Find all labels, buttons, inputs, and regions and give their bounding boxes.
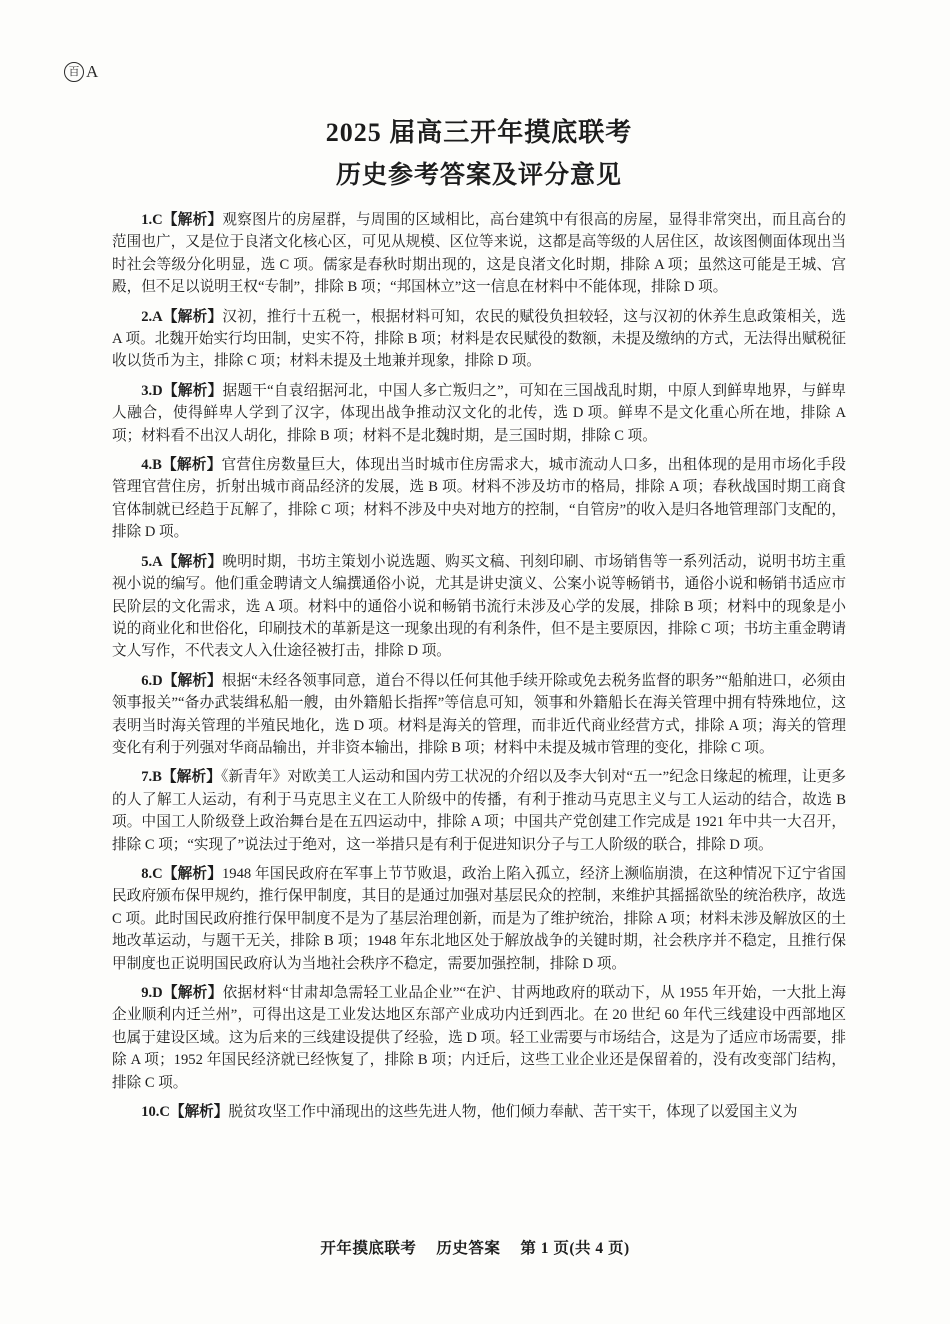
answer-text-10: 脱贫攻坚工作中涌现出的这些先进人物，他们倾力奉献、苦干实干，体现了以爱国主义为 <box>228 1104 798 1121</box>
footer-subject: 历史答案 <box>436 1240 501 1257</box>
footer-page-number: 第 1 页(共 4 页) <box>520 1240 630 1257</box>
answer-text-9: 依据材料“甘肃却急需轻工业品企业”“在沪、甘两地政府的联动下，从 1955 年开始，一大批上海企业顺利内迁兰州”，可得出这是工业发达地区东部产业成功内迁到西北。在 20 世纪 60 年代三线建设中西部地区也属于建设区域。这为后来的三线建设提供了经验，选 D 项。轻工业需要与市场结合，这是为了适应市场需要，排除 A 项；1952 年国民经济就已经恢复了，排除 B 项；内迁后，这些工业企业还是保留着的，没有改变部门结构，排除 C 项。 <box>112 985 846 1091</box>
answer-lead-9: 9.D【解析】 <box>141 985 223 1001</box>
answer-lead-10: 10.C【解析】 <box>141 1104 229 1121</box>
answer-explanation-1 <box>112 209 846 299</box>
answer-lead-4: 4.B【解析】 <box>141 457 222 474</box>
document-subtitle: 历史参考答案及评分意见 <box>335 162 622 189</box>
answer-explanations <box>112 209 846 1123</box>
answer-explanation-8 <box>112 863 846 975</box>
answer-explanation-9 <box>112 982 846 1094</box>
answer-lead-6: 6.D【解析】 <box>141 672 222 689</box>
answer-lead-8: 8.C【解析】 <box>141 865 222 882</box>
page-footer <box>0 1236 950 1258</box>
circled-logo-icon: 百 <box>64 62 84 82</box>
footer-exam-name: 开年摸底联考 <box>320 1240 417 1257</box>
answer-text-8: 1948 年国民政府在军事上节节败退，政治上陷入孤立，经济上濒临崩溃，在这种情况下辽宁省国民政府颁布保甲规约，推行保甲制度，其目的是通过加强对基层民众的控制，来维护其摇摇欲坠的统治秩序，故选 C 项。此时国民政府推行保甲制度不是为了基层治理创新，而是为了维护统治，排除 A 项；材料未涉及解放区的土地改革运动，与题干无关，排除 B 项；1948 年东北地区处于解放战争的关键时期，社会秩序并不稳定，且推行保甲制度也正说明国民政府认为当地社会秩序不稳定，需要加强控制，排除 D 项。 <box>112 865 846 972</box>
answer-explanation-2 <box>112 306 846 373</box>
answer-lead-3: 3.D【解析】 <box>141 382 223 399</box>
answer-lead-5: 5.A【解析】 <box>141 553 223 570</box>
answer-explanation-10 <box>112 1101 846 1123</box>
answer-text-3: 据题干“自袁绍据河北，中国人多亡叛归之”，可知在三国战乱时期，中原人到鲜卑地界，与鲜卑人融合，使得鲜卑人学到了汉字，体现出战争推动汉文化的北传，选 D 项。鲜卑不是文化重心所在地，排除 A 项；材料看不出汉人胡化，排除 B 项；材料不是北魏时期，是三国时期，排除 C 项。 <box>112 382 846 444</box>
answer-text-5: 晚明时期，书坊主策划小说选题、购买文稿、刊刻印刷、市场销售等一系列活动，说明书坊主重视小说的编写。他们重金聘请文人编撰通俗小说，尤其是讲史演义、公案小说等畅销书，通俗小说和畅销书适应市民阶层的文化需求，选 A 项。材料中的通俗小说和畅销书流行未涉及心学的发展，排除 B 项；材料中的现象是小说的商业化和世俗化，印刷技术的革新是这一现象出现的有利条件，但不是主要原因，排除 C 项；书坊主重金聘请文人写作，不代表文人入仕途径被打击，排除 D 项。 <box>112 553 846 660</box>
answer-explanation-5 <box>112 551 846 663</box>
answer-explanation-7 <box>112 766 846 856</box>
logo-letter: A <box>86 62 99 81</box>
answer-explanation-4 <box>112 454 846 544</box>
answer-text-4: 官营住房数量巨大，体现出当时城市住房需求大，城市流动人口多，出租体现的是用市场化手段管理官营住房，折射出城市商品经济的发展，选 B 项。材料不涉及坊市的格局，排除 A 项；春秋战国时期工商食官体制就已经趋于瓦解了，排除 C 项；材料不涉及中央对地方的控制，“自管房”的收入是归各地管理部门支配的，排除 D 项。 <box>112 457 846 541</box>
answer-explanation-6 <box>112 670 846 760</box>
answer-lead-7: 7.B【解析】 <box>141 769 221 786</box>
answer-lead-1: 1.C【解析】 <box>141 212 223 228</box>
answer-text-6: 根据“未经各领事同意，道台不得以任何其他手续开除或免去税务监督的职务”“船舶进口，必须由领事报关”“备办武装缉私船一艘，由外籍船长指挥”等信息可知，领事和外籍船长在海关管理中拥有特殊地位，这表明当时海关管理的半殖民地化，选 D 项。材料是海关的管理，而非近代商业经营方式，排除 A 项；海关的管理变化有利于列强对华商品输出，并非资本输出，排除 B 项；材料中未提及城市管理的变化，排除 C 项。 <box>112 672 846 756</box>
answer-text-2: 汉初，推行十五税一，根据材料可知，农民的赋役负担较轻，这与汉初的休养生息政策相关，选 A 项。北魏开始实行均田制，史实不符，排除 B 项；材料是农民赋役的数额，未提及缴纳的方式，无法得出赋税征收以货币为主，排除 C 项；材料未提及土地兼并现象，排除 D 项。 <box>112 308 846 370</box>
answer-text-7: 《新青年》对欧美工人运动和国内劳工状况的介绍以及李大钊对“五一”纪念日缘起的梳理，让更多的人了解工人运动，有利于马克思主义在工人阶级中的传播，有利于推动马克思主义与工人运动的结合，故选 B 项。中国工人阶级登上政治舞台是在五四运动中，排除 A 项；中国共产党创建工作完成是 1921 年中共一大召开，排除 C 项；“实现了”说法过于绝对，这一举措只是有利于促进知识分子与工人阶级的联合，排除 D 项。 <box>112 769 846 853</box>
document-content <box>112 112 846 1130</box>
answer-text-1: 观察图片的房屋群，与周围的区域相比，高台建筑中有很高的房屋，显得非常突出，而且高台的范围也广，又是位于良渚文化核心区，可见从规模、区位等来说，这都是高等级的人居住区，故该图侧面体现出当时社会等级分化明显，选 C 项。儒家是春秋时期出现的，这是良渚文化时期，排除 A 项；虽然这可能是王城、宫殿，但不足以说明王权“专制”，排除 B 项；“邦国林立”这一信息在材料中不能体现，排除 D 项。 <box>112 212 846 296</box>
answer-lead-2: 2.A【解析】 <box>141 308 223 325</box>
publisher-logo <box>64 62 98 82</box>
answer-explanation-3 <box>112 380 846 447</box>
exam-title: 2025 届高三开年摸底联考 <box>325 118 633 147</box>
